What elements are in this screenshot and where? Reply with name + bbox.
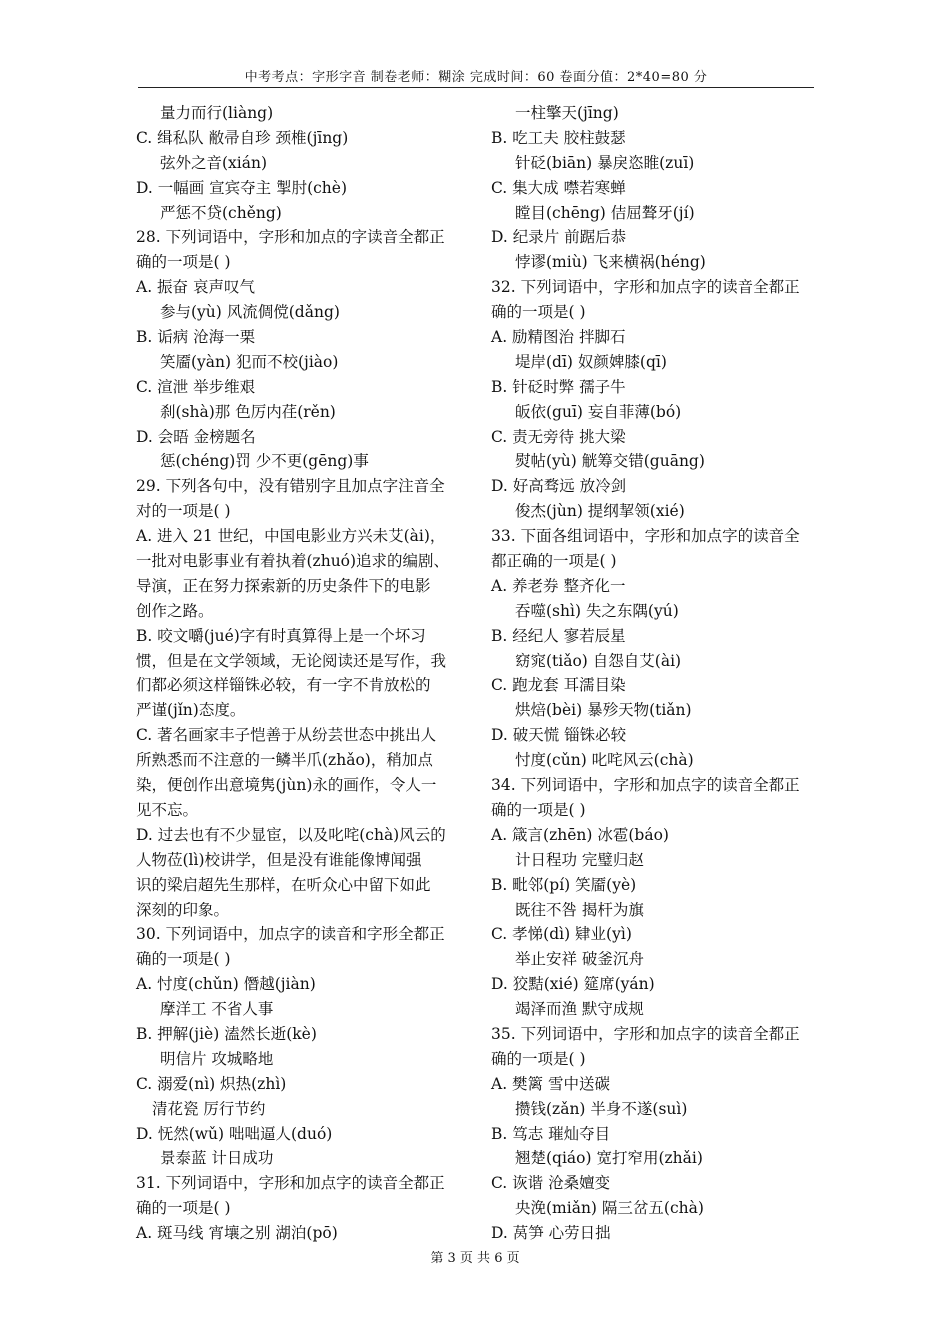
text-line: 举止安祥 破釜沉舟 [515, 950, 644, 969]
text-line: A. 箴言(zhēn) 冰雹(báo) [491, 825, 669, 844]
text-line: 央浼(miǎn) 隔三岔五(chà) [515, 1199, 704, 1218]
text-line: 确的一项是( ) [491, 1049, 586, 1068]
text-line: 明信片 攻城略地 [160, 1049, 274, 1068]
text-line: 28. 下列词语中，字形和加点的字读音全都正 [136, 228, 445, 247]
text-line: C. 诙谐 沧桑嬗变 [491, 1174, 611, 1193]
page-header: 中考考点：字形字音 制卷老师：糊涂 完成时间：60 卷面分值：2*40=80 分 [244, 70, 708, 85]
text-line: A. 励精图治 拌脚石 [491, 328, 626, 347]
text-line: 导演，正在努力探索新的历史条件下的电影 [136, 576, 431, 595]
text-line: B. 吃工夫 胶柱鼓瑟 [491, 128, 626, 147]
text-line: A. 振奋 哀声叹气 [136, 278, 255, 297]
text-line: D. 怃然(wǔ) 咄咄逼人(duó) [136, 1124, 333, 1143]
text-line: 创作之路。 [136, 601, 214, 620]
text-line: B. 咬文嚼(jué)字有时真算得上是一个坏习 [136, 626, 426, 645]
text-line: 对的一项是( ) [136, 502, 231, 521]
text-line: C. 集大成 噤若寒蝉 [491, 178, 626, 197]
text-line: B. 经纪人 寥若辰星 [491, 626, 626, 645]
text-line: D. 狡黠(xié) 筵席(yán) [491, 975, 655, 994]
text-line: 识的梁启超先生那样，在听众心中留下如此 [136, 875, 431, 894]
text-line: 35. 下列词语中，字形和加点字的读音全都正 [491, 1024, 800, 1043]
text-line: 俊杰(jùn) 提纲挈领(xié) [515, 502, 685, 521]
text-line: A. 斑马线 宵壤之别 湖泊(pō) [136, 1224, 338, 1243]
text-line: 们都必须这样锱铢必较，有一字不肯放松的 [136, 676, 431, 695]
text-line: B. 押解(jiè) 溘然长逝(kè) [136, 1024, 317, 1043]
text-line: 悖谬(miù) 飞来横祸(héng) [515, 253, 706, 272]
text-line: 确的一项是( ) [136, 950, 231, 969]
text-line: 33. 下面各组词语中，字形和加点字的读音全 [491, 527, 800, 546]
text-line: D. 莴笋 心劳日拙 [491, 1224, 611, 1243]
text-line: 确的一项是( ) [491, 800, 586, 819]
text-line: 瞠目(chēng) 佶屈聱牙(jí) [515, 203, 695, 222]
header-divider [138, 87, 814, 88]
text-line: 熨帖(yù) 觥筹交错(guāng) [515, 452, 705, 471]
text-line: 摩洋工 不省人事 [160, 1000, 274, 1019]
text-line: D. 会晤 金榜题名 [136, 427, 256, 446]
text-line: 31. 下列词语中，字形和加点字的读音全都正 [136, 1174, 445, 1193]
text-line: 严谨(jǐn)态度。 [136, 701, 246, 720]
page-footer: 第 3 页 共 6 页 [430, 1251, 520, 1266]
text-line: 忖度(cǔn) 叱咤风云(chà) [515, 751, 694, 770]
text-line: 既往不咎 揭杆为旗 [515, 900, 644, 919]
text-line: 笑靥(yàn) 犯而不校(jiào) [160, 352, 339, 371]
text-line: A. 进入 21 世纪，中国电影业方兴未艾(ài)， [136, 527, 446, 546]
text-line: D. 破天慌 锱铢必较 [491, 726, 627, 745]
text-line: A. 养老券 整齐化一 [491, 576, 626, 595]
text-line: 深刻的印象。 [136, 900, 230, 919]
text-line: 翘楚(qiáo) 宽打窄用(zhǎi) [515, 1149, 703, 1168]
text-line: 惩(chéng)罚 少不更(gēng)事 [160, 452, 369, 471]
text-line: C. 著名画家丰子恺善于从纷芸世态中挑出人 [136, 726, 437, 745]
text-line: 29. 下列各句中，没有错别字且加点字注音全 [136, 477, 445, 496]
text-line: C. 跑龙套 耳濡目染 [491, 676, 626, 695]
text-line: 惯，但是在文学领域，无论阅读还是写作，我 [136, 651, 447, 670]
text-line: 所熟悉而不注意的一鳞半爪(zhǎo)，稍加点 [136, 751, 433, 770]
text-line: 吞噬(shì) 失之东隅(yú) [515, 601, 679, 620]
text-line: 刹(shà)那 色厉内荏(rěn) [160, 402, 336, 421]
text-line: 计日程功 完璧归赵 [515, 850, 644, 869]
text-line: 烘焙(bèi) 暴殄天物(tiǎn) [515, 701, 692, 720]
right-column [491, 101, 831, 1246]
text-line: B. 毗邻(pí) 笑靥(yè) [491, 875, 637, 894]
text-line: 皈依(guī) 妄自菲薄(bó) [515, 402, 682, 421]
text-line: 景泰蓝 计日成功 [160, 1149, 274, 1168]
text-line: D. 好高骛远 放冷剑 [491, 477, 627, 496]
text-line: 都正确的一项是( ) [491, 552, 617, 571]
text-line: 见不忘。 [136, 800, 199, 819]
text-line: 确的一项是( ) [136, 253, 231, 272]
text-line: 30. 下列词语中，加点字的读音和字形全都正 [136, 925, 445, 944]
text-line: C. 责无旁待 挑大梁 [491, 427, 626, 446]
text-line: B. 针砭时弊 孺子牛 [491, 377, 626, 396]
text-line: C. 溺爱(nì) 炽热(zhì) [136, 1074, 287, 1093]
text-line: 量力而行(liàng) [160, 104, 274, 122]
text-line: 竭泽而渔 默守成规 [515, 1000, 644, 1019]
text-line: B. 诟病 沧海一栗 [136, 328, 256, 347]
text-line: 一批对电影事业有着执着(zhuó)追求的编剧、 [136, 552, 450, 571]
text-line: 确的一项是( ) [136, 1199, 231, 1218]
text-line: A. 忖度(chǔn) 僭越(jiàn) [136, 975, 316, 994]
text-line: 染，便创作出意境隽(jùn)永的画作，令人一 [136, 776, 437, 795]
text-line: B. 笃志 璀灿夺目 [491, 1124, 611, 1143]
text-line: 参与(yù) 风流倜傥(dǎng) [160, 303, 340, 322]
text-line: D. 过去也有不少显宦，以及叱咤(chà)风云的 [136, 825, 446, 844]
text-line: 针砭(biān) 暴戾恣睢(zuī) [515, 153, 695, 172]
text-line: D. 一幅画 宣宾夺主 掣肘(chè) [136, 178, 348, 197]
text-line: 一柱擎天(jīng) [515, 104, 619, 122]
text-line: 弦外之音(xián) [160, 153, 268, 172]
text-line: 32. 下列词语中，字形和加点字的读音全都正 [491, 278, 800, 297]
text-line: 严惩不贷(chěng) [160, 203, 282, 222]
text-line: A. 樊篱 雪中送碳 [491, 1074, 610, 1093]
text-line: 堤岸(dī) 奴颜婢膝(qī) [515, 352, 667, 371]
text-line: C. 孝悌(dì) 肄业(yì) [491, 925, 632, 944]
text-line: 清花瓷 厉行节约 [152, 1099, 266, 1118]
text-line: D. 纪录片 前踞后恭 [491, 228, 627, 247]
left-column [136, 101, 476, 1246]
text-line: 攒钱(zǎn) 半身不遂(suì) [515, 1099, 688, 1118]
text-line: 窈窕(tiǎo) 自怨自艾(ài) [515, 651, 682, 670]
text-line: C. 缉私队 敝帚自珍 颈椎(jīng) [136, 128, 349, 147]
text-line: 人物莅(lì)校讲学，但是没有谁能像博闻强 [136, 850, 422, 869]
text-line: 34. 下列词语中，字形和加点字的读音全都正 [491, 776, 800, 795]
text-line: 确的一项是( ) [491, 303, 586, 322]
text-line: C. 渲泄 举步维艰 [136, 377, 256, 396]
